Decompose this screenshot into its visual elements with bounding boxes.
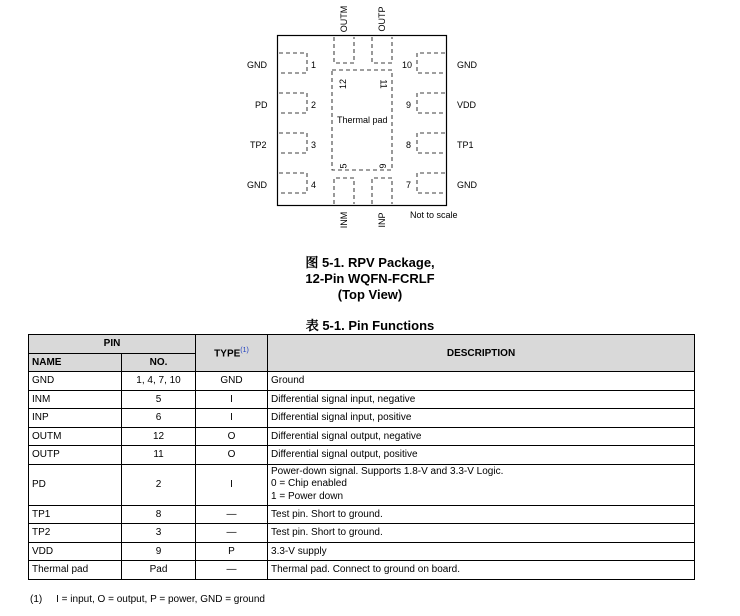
figure-caption-line2: 12-Pin WQFN-FCRLF — [305, 271, 435, 286]
left-pin-3-label: TP2 — [250, 140, 267, 150]
pin-number: 6 — [122, 409, 196, 428]
pin-name: TP1 — [29, 505, 122, 524]
pin-type: O — [196, 427, 268, 446]
pin-number-9: 9 — [406, 100, 412, 110]
pin-name: VDD — [29, 542, 122, 561]
table-row — [29, 542, 695, 561]
pin-name: OUTM — [29, 427, 122, 446]
pin-number-3: 3 — [311, 140, 317, 150]
pin-description-line3: 1 = Power down — [271, 490, 344, 502]
right-pin-8-label: TP1 — [457, 140, 474, 150]
table-row — [29, 505, 695, 524]
pin-name: GND — [29, 372, 122, 391]
pin-number: 3 — [122, 524, 196, 543]
top-pin-outm-label: OUTM — [339, 5, 349, 33]
pin-name: OUTP — [29, 446, 122, 465]
pin-number: 12 — [122, 427, 196, 446]
right-pin-9-label: VDD — [457, 100, 477, 110]
pin-group-header: PIN — [29, 335, 196, 354]
pin-description: Differential signal output, negative — [268, 427, 695, 446]
name-header: NAME — [29, 353, 122, 372]
pin-type: I — [196, 464, 268, 505]
pin-number-5: 5 — [338, 163, 349, 169]
pin-description-line2: 0 = Chip enabled — [271, 478, 347, 490]
figure-caption-line1: 图 5-1. RPV Package, — [305, 255, 435, 270]
pin-number-8: 8 — [406, 140, 412, 150]
pin-number: 1, 4, 7, 10 — [122, 372, 196, 391]
pin-description: Differential signal output, positive — [268, 446, 695, 465]
pin-description: Differential signal input, positive — [268, 409, 695, 428]
pin-number: 9 — [122, 542, 196, 561]
pin-name: Thermal pad — [29, 561, 122, 580]
pin-type: — — [196, 561, 268, 580]
table-row — [29, 524, 695, 543]
pin-number-12: 12 — [338, 78, 349, 90]
left-pin-2-label: PD — [255, 100, 268, 110]
pin-type: O — [196, 446, 268, 465]
table-footnote: (1) I = input, O = output, P = power, GND = ground — [30, 594, 265, 605]
pin-description — [268, 464, 695, 505]
pin-type: P — [196, 542, 268, 561]
pin-description: Differential signal input, negative — [268, 390, 695, 409]
pin-description: 3.3-V supply — [268, 542, 695, 561]
figure-caption-line3: (Top View) — [337, 287, 403, 302]
pin-number-4: 4 — [311, 180, 317, 190]
pin-number: 2 — [122, 464, 196, 505]
pin-name: TP2 — [29, 524, 122, 543]
type-header-label: TYPE — [214, 348, 241, 360]
right-pin-7-label: GND — [457, 180, 477, 190]
table-row — [29, 372, 695, 391]
pin-description: Ground — [268, 372, 695, 391]
pin-number-1: 1 — [311, 60, 317, 70]
pin-number-11: 11 — [378, 79, 389, 89]
description-header: DESCRIPTION — [268, 335, 695, 372]
pin-description: Test pin. Short to ground. — [268, 524, 695, 543]
table-caption: 表 5-1. Pin Functions — [305, 318, 435, 333]
not-to-scale-note: Not to scale — [410, 210, 458, 220]
table-row — [29, 409, 695, 428]
bottom-pin-inp-label: INP — [377, 212, 387, 228]
pin-number: 5 — [122, 390, 196, 409]
pin-number-2: 2 — [311, 100, 317, 110]
table-row — [29, 446, 695, 465]
pin-number-10: 10 — [402, 60, 413, 70]
table-row — [29, 464, 695, 505]
pin-type: GND — [196, 372, 268, 391]
right-pin-10-label: GND — [457, 60, 477, 70]
bottom-pin-inm-label: INM — [339, 211, 349, 229]
top-pin-outp-label: OUTP — [377, 6, 387, 32]
number-header: NO. — [122, 353, 196, 372]
pin-type: I — [196, 409, 268, 428]
pin-number: 8 — [122, 505, 196, 524]
pin-number-6: 6 — [377, 163, 388, 169]
pin-number: Pad — [122, 561, 196, 580]
package-diagram — [0, 0, 740, 230]
left-pin-1-label: GND — [247, 60, 267, 70]
pin-name: INM — [29, 390, 122, 409]
left-pin-4-label: GND — [247, 180, 267, 190]
pin-name: INP — [29, 409, 122, 428]
pin-number: 11 — [122, 446, 196, 465]
pin-type: I — [196, 390, 268, 409]
table-row — [29, 561, 695, 580]
pin-type: — — [196, 505, 268, 524]
pin-number-7: 7 — [406, 180, 412, 190]
pin-description-line1: Power-down signal. Supports 1.8-V and 3.3-V Logic. — [271, 465, 504, 477]
pin-name: PD — [29, 464, 122, 505]
type-header — [196, 335, 268, 372]
pin-functions-table — [28, 334, 695, 580]
type-footnote-link[interactable]: (1) — [240, 346, 249, 354]
table-row — [29, 390, 695, 409]
pin-description: Test pin. Short to ground. — [268, 505, 695, 524]
pin-description: Thermal pad. Connect to ground on board. — [268, 561, 695, 580]
table-row — [29, 427, 695, 446]
thermal-pad-label: Thermal pad — [337, 115, 388, 125]
pin-type: — — [196, 524, 268, 543]
